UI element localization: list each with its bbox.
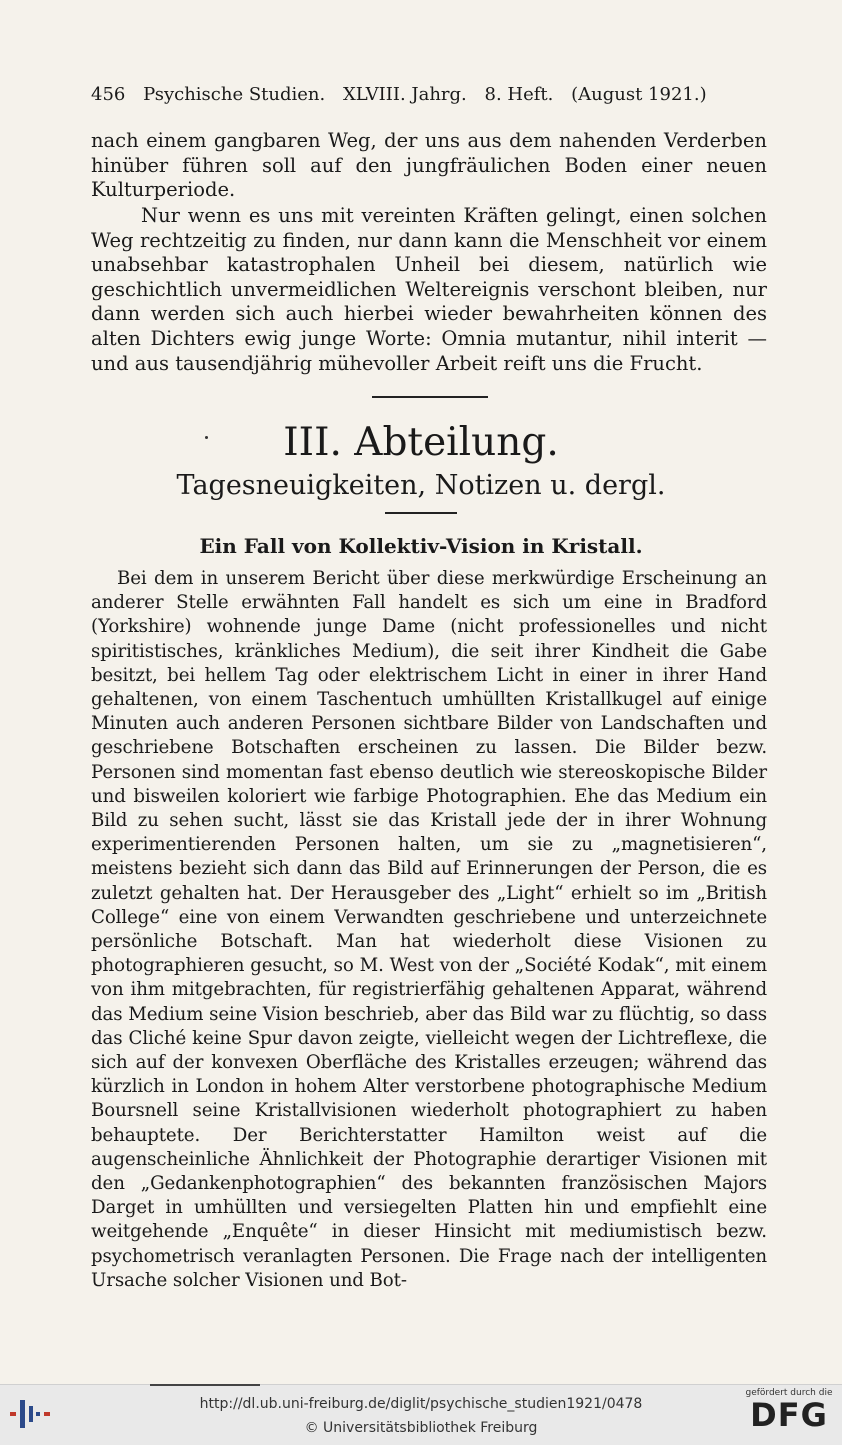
copyright-notice: © Universitätsbibliothek Freiburg bbox=[304, 1420, 538, 1436]
paragraph-2: Nur wenn es uns mit vereinten Kräften gelingt, einen solchen Weg rechtzeitig zu finden, nur dann kann die Menschheit vor einem unabsehbar katastrophalen Unheil bei diesem, natürlich wie geschichtlich unvermeidlichen Weltereignis verschont bleiben, nur dann werden sich auch hierbei wieder bewahrheiten können des alten Dichters ewig junge Worte: Omnia mutantur, nihil interit — und aus tausendjährig mühevoller Arbeit reift uns die Frucht. bbox=[91, 204, 767, 375]
running-header bbox=[91, 84, 721, 105]
scan-edge-mark bbox=[150, 1384, 260, 1386]
divider-rule bbox=[372, 396, 488, 398]
permalink-url[interactable]: http://dl.ub.uni-freiburg.de/diglit/psychische_studien1921/0478 bbox=[199, 1396, 643, 1412]
article-title: Ein Fall von Kollektiv-Vision in Kristall. bbox=[199, 534, 643, 558]
date: (August 1921.) bbox=[571, 84, 707, 105]
section-title: III. Abteilung. bbox=[283, 420, 559, 465]
journal-title: Psychische Studien. bbox=[143, 84, 326, 105]
issue: 8. Heft. bbox=[484, 84, 554, 105]
paragraph-1: nach einem gangbaren Weg, der uns aus dem nahenden Verderben hinüber führen soll auf den jungfräulichen Boden einer neuen Kulturperiode. bbox=[91, 129, 767, 202]
article-body: Bei dem in unserem Bericht über diese merkwürdige Erscheinung an anderer Stelle erwähnten Fall handelt es sich um eine in Bradford (Yorkshire) wohnende junge Dame (nicht professionelles und nicht spiritistisches, kränkliches Medium), die seit ihrer Kindheit die Gabe besitzt, bei hellem Tag oder elektrischem Licht in einer in ihrer Hand gehaltenen, von einem Taschentuch umhüllten Kristallkugel auf einige Minuten auch anderen Personen sichtbare Bilder von Landschaften und geschriebene Botschaften erscheinen zu lassen. Die Bilder bezw. Personen sind momentan fast ebenso deutlich wie stereoskopische Bilder und bisweilen koloriert wie farbige Photographien. Ehe das Medium ein Bild zu sehen sucht, lässt sie das Kristall jede der in ihrer Wohnung experimentierenden Personen halten, um sie zu „magnetisieren“, meistens bezieht sich dann das Bild auf Erinnerungen der Person, die es zuletzt gehalten hat. Der Herausgeber des „Light“ erhielt so im „British College“ eine von einem Verwandten geschriebene und unterzeichnete persönliche Botschaft. Man hat wiederholt diese Visionen zu photographieren gesucht, so M. West von der „Société Kodak“, mit einem von ihm mitgebrachten, für registrierfähig gehaltenen Apparat, während das Medium seine Vision beschrieb, aber das Bild war zu flüchtig, so dass das Cliché keine Spur davon zeigte, vielleicht wegen der Lichtreflexe, die sich auf der konvexen Oberfläche des Kristalles erzeugen; während das kürzlich in London in hohem Alter verstorbene photographische Medium Boursnell seine Kristallvisionen wiederholt photographiert zu haben behauptete. Der Berichterstatter Hamilton weist auf die augenscheinliche Ähnlichkeit der Photographie derartiger Visionen mit den „Gedankenphotographien“ des bekannten französischen Majors Darget in umhüllten und versiegelten Platten hin und empfiehlt eine weitgehende „Enquête“ in dieser Hinsicht mit mediumistisch bezw. psychometrisch veranlagten Personen. Die Frage nach der intelligenten Ursache solcher Visionen und Bot- bbox=[91, 568, 767, 1291]
volume: XLVIII. Jahrg. bbox=[342, 84, 467, 105]
section-subtitle: Tagesneuigkeiten, Notizen u. dergl. bbox=[176, 470, 666, 501]
page-number: 456 bbox=[91, 84, 126, 105]
dfg-wordmark: DFG bbox=[750, 1396, 828, 1434]
dfg-caption: gefördert durch die bbox=[745, 1388, 833, 1398]
dfg-logo bbox=[744, 1388, 834, 1440]
subtitle-rule bbox=[385, 512, 457, 514]
